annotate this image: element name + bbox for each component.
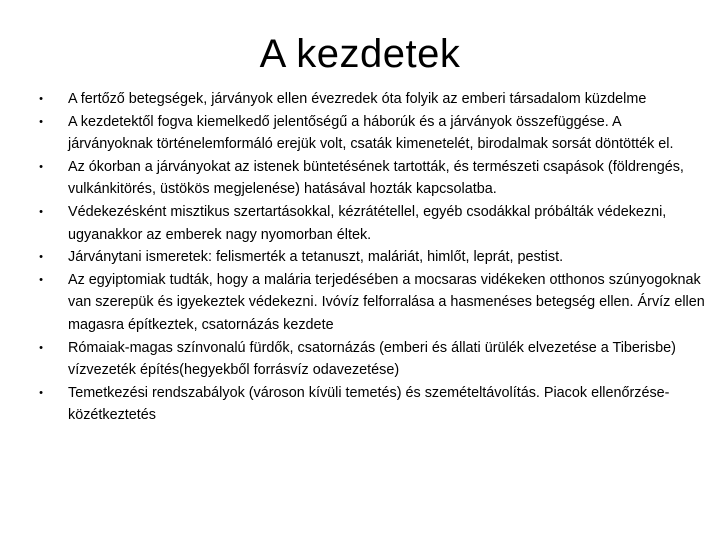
bullet-text: Védekezésként misztikus szertartásokkal, kézrátétellel, egyéb csodákkal próbálták védekezni, ugyanakkor az emberek nagy nyomorban éltek.: [68, 203, 667, 243]
bullet-text: A kezdetektől fogva kiemelkedő jelentőségű a háborúk és a járványok összefüggése. A járványoknak történelemformáló erejük volt, csaták kimenetelét, birodalmak sorsát döntötték el.: [68, 113, 674, 153]
bullet-icon: •: [39, 251, 43, 264]
list-item: [36, 201, 706, 246]
bullet-icon: •: [39, 341, 43, 354]
slide-title: A kezdetek: [259, 32, 461, 76]
bullet-text: Járványtani ismeretek: felismerték a tetanuszt, maláriát, himlőt, leprát, pestist.: [68, 249, 564, 266]
bullet-icon: •: [39, 93, 43, 105]
list-item: [36, 156, 706, 201]
list-item: [36, 382, 706, 427]
bullet-icon: •: [39, 273, 43, 286]
bullet-text: Az ókorban a járványokat az istenek büntetésének tartották, és természeti csapások (földrengés, vulkánkitörés, üstökös megjelenése) hatásával hozták kapcsolatba.: [68, 158, 684, 198]
bullet-text: Rómaiak-magas színvonalú fürdők, csatornázás (emberi és állati ürülék elvezetése a Tiberisbe) vízvezeték építés(hegyekből forrásvíz odavezetése): [68, 339, 676, 379]
bullet-text: Az egyiptomiak tudták, hogy a malária terjedésében a mocsaras vidékeken otthonos szúnyogoknak van szerepük és igyekeztek védekezni. Ivóvíz felforralása a hasmenéses betegség ellen. Árvíz ellen magasra építkeztek, csatornázás kezdete: [68, 271, 705, 333]
list-item: [36, 111, 706, 156]
bullet-list: [36, 88, 706, 427]
bullet-text: Temetkezési rendszabályok (városon kívüli temetés) és szemételtávolítás. Piacok ellenőrzése-közétkeztetés: [68, 384, 670, 424]
list-item: [36, 269, 706, 337]
bullet-text: A fertőző betegségek, járványok ellen évezredek óta folyik az emberi társadalom küzdelme: [68, 91, 647, 107]
bullet-icon: •: [39, 386, 43, 399]
bullet-icon: •: [39, 115, 43, 128]
bullet-icon: •: [39, 205, 43, 218]
list-item: [36, 337, 706, 382]
list-item: [36, 246, 706, 269]
bullet-icon: •: [39, 160, 43, 173]
list-item: [36, 88, 706, 111]
